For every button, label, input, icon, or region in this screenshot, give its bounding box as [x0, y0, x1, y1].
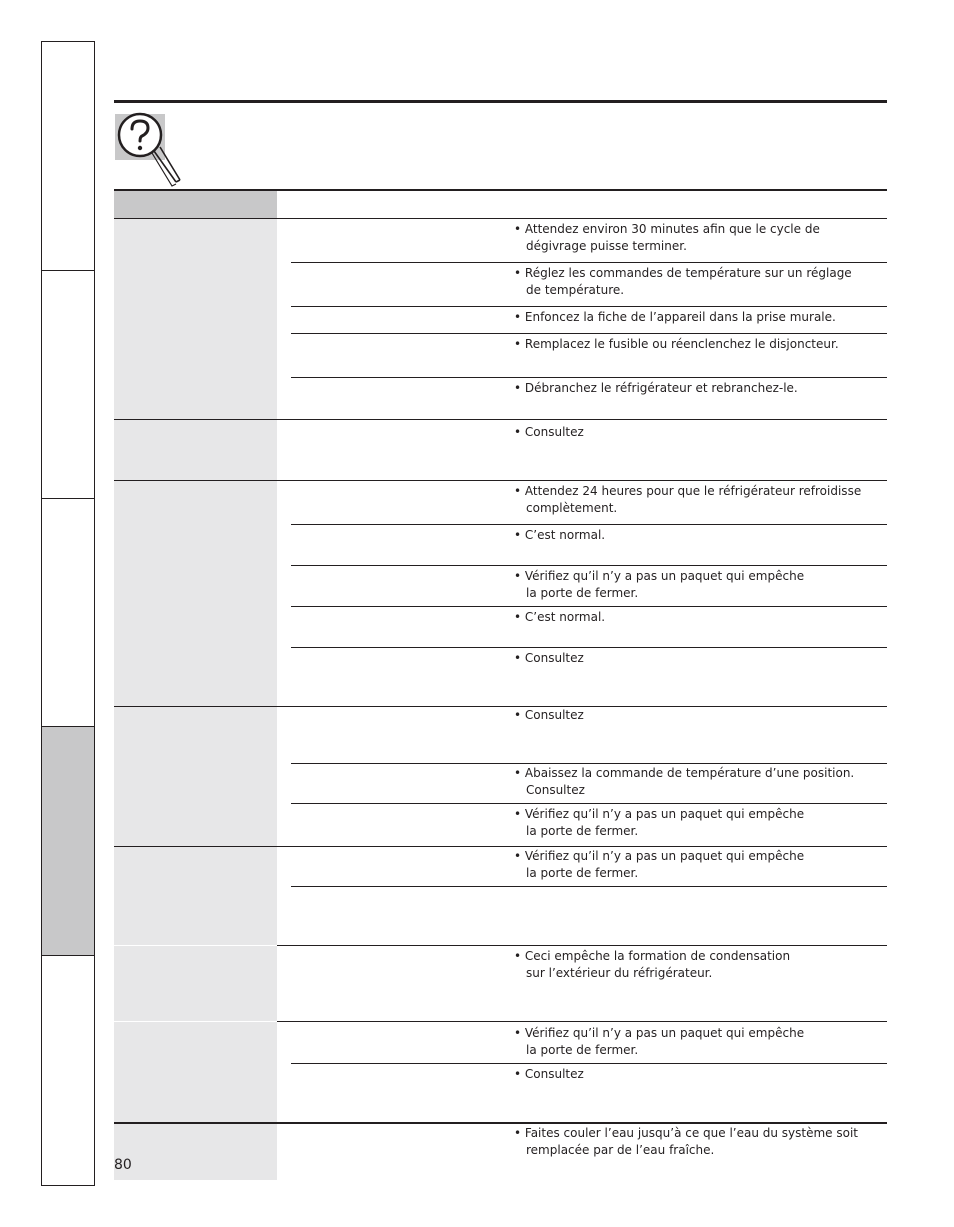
- solution-text: [514, 1025, 874, 1059]
- solution-text: [514, 765, 874, 799]
- solution-text: [514, 380, 874, 397]
- problem-cell: [114, 1022, 277, 1122]
- solution-text: [514, 650, 874, 667]
- solution-text: [514, 527, 874, 544]
- solution-text: [514, 948, 874, 982]
- solution-line: • Attendez 24 heures pour que le réfrigérateur refroidisse: [514, 484, 862, 498]
- question-magnifier-icon: [114, 110, 186, 190]
- row-divider: [291, 377, 887, 378]
- solution-text: [514, 483, 874, 517]
- solution-line: • C’est normal.: [514, 610, 606, 624]
- solution-line: • Remplacez le fusible ou réenclenchez le disjoncteur.: [514, 337, 839, 351]
- row-divider: [291, 333, 887, 334]
- solution-line: • Réglez les commandes de température sur un réglage: [514, 266, 852, 280]
- problem-cell: [114, 481, 277, 706]
- solution-line: • Consultez: [514, 651, 584, 665]
- solution-text: [514, 309, 874, 326]
- solution-line: la porte de fermer.: [526, 824, 639, 838]
- row-divider: [291, 262, 887, 263]
- row-divider: [291, 565, 887, 566]
- problem-cell: [114, 707, 277, 846]
- table-header-bar: [114, 189, 887, 219]
- row-divider: [291, 803, 887, 804]
- solution-text: [514, 221, 874, 255]
- solution-line: • Consultez: [514, 425, 584, 439]
- row-divider: [291, 886, 887, 887]
- solution-text: [514, 265, 874, 299]
- solution-line: • Abaissez la commande de température d’une position.: [514, 766, 855, 780]
- problem-cell: [114, 219, 277, 419]
- solution-line: • Vérifiez qu’il n’y a pas un paquet qui empêche: [514, 807, 805, 821]
- solution-line: • Vérifiez qu’il n’y a pas un paquet qui empêche: [514, 1026, 805, 1040]
- table-header-problem-col: [114, 191, 277, 218]
- solution-line: dégivrage puisse terminer.: [526, 239, 687, 253]
- solution-text: [514, 1125, 874, 1159]
- solution-line: • Ceci empêche la formation de condensation: [514, 949, 791, 963]
- solution-text: [514, 609, 874, 626]
- solution-text: [514, 1066, 874, 1083]
- solution-text: [514, 707, 874, 724]
- solution-text: [514, 848, 874, 882]
- solution-text: [514, 336, 874, 353]
- solution-text: [514, 424, 874, 441]
- section-tab-2[interactable]: [42, 271, 94, 499]
- solution-line: la porte de fermer.: [526, 1043, 639, 1057]
- problem-cell: [114, 946, 277, 1021]
- problem-cell: [114, 420, 277, 480]
- section-tab-5[interactable]: [42, 956, 94, 1185]
- problem-cell: [114, 847, 277, 945]
- page-number: 80: [114, 1157, 132, 1173]
- solution-line: • Débranchez le réfrigérateur et rebranchez-le.: [514, 381, 798, 395]
- row-divider: [291, 606, 887, 607]
- group-divider: [114, 846, 887, 847]
- group-divider: [114, 1122, 887, 1124]
- solution-line: • Attendez environ 30 minutes afin que le cycle de: [514, 222, 820, 236]
- row-divider: [291, 524, 887, 525]
- solution-line: • Vérifiez qu’il n’y a pas un paquet qui empêche: [514, 569, 805, 583]
- section-tabs: [41, 41, 95, 1186]
- section-tab-4-active[interactable]: [42, 727, 94, 956]
- solution-line: sur l’extérieur du réfrigérateur.: [526, 966, 713, 980]
- solution-line: la porte de fermer.: [526, 866, 639, 880]
- solution-line: la porte de fermer.: [526, 586, 639, 600]
- row-divider: [291, 763, 887, 764]
- group-divider: [277, 945, 887, 946]
- solution-text: [514, 806, 874, 840]
- solution-line: remplacée par de l’eau fraîche.: [526, 1143, 715, 1157]
- solution-line: de température.: [526, 283, 625, 297]
- section-tab-3[interactable]: [42, 499, 94, 727]
- section-tab-1[interactable]: [42, 42, 94, 271]
- solution-line: • Consultez: [514, 708, 584, 722]
- solution-line: Consultez: [526, 783, 585, 797]
- row-divider: [291, 306, 887, 307]
- row-divider: [291, 1063, 887, 1064]
- problem-cell: [114, 1123, 277, 1180]
- group-divider: [277, 1021, 887, 1022]
- solution-line: • C’est normal.: [514, 528, 606, 542]
- group-divider: [114, 480, 887, 481]
- solution-line: • Vérifiez qu’il n’y a pas un paquet qui empêche: [514, 849, 805, 863]
- solution-text: [514, 568, 874, 602]
- group-divider: [114, 419, 887, 420]
- solution-line: • Consultez: [514, 1067, 584, 1081]
- row-divider: [291, 647, 887, 648]
- solution-line: complètement.: [526, 501, 618, 515]
- header-rule: [114, 100, 887, 103]
- solution-line: • Faites couler l’eau jusqu’à ce que l’eau du système soit: [514, 1126, 859, 1140]
- solution-line: • Enfoncez la fiche de l’appareil dans la prise murale.: [514, 310, 836, 324]
